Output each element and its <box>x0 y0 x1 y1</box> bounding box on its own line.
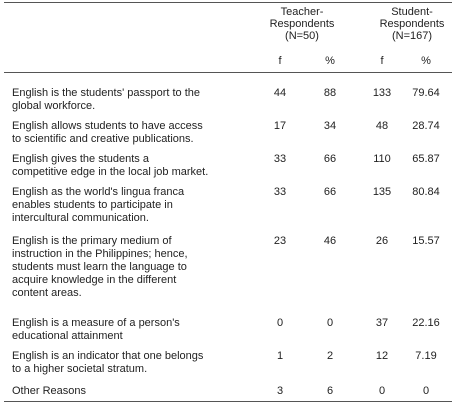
statement-line: to a higher societal stratum. <box>12 363 148 375</box>
table-row-statement <box>12 317 257 343</box>
student-pct-cell: 15.57 <box>412 235 440 247</box>
teacher-header-line3: (N=50) <box>285 30 319 42</box>
statement-line: to scientific and creative publications. <box>12 133 194 145</box>
table-row-statement <box>12 153 257 179</box>
teacher-pct-cell: 34 <box>323 120 337 132</box>
statement-line: students must learn the language to <box>12 261 187 273</box>
teacher-f-cell: 3 <box>276 385 284 397</box>
student-header-line2: Respondents <box>379 18 445 30</box>
bottom-rule <box>4 401 452 402</box>
statement-line: intercultural communication. <box>12 212 149 224</box>
teacher-pct-cell: 46 <box>323 235 337 247</box>
teacher-f-cell: 33 <box>273 186 287 198</box>
teacher-f-cell: 17 <box>273 120 287 132</box>
student-pct-cell: 7.19 <box>415 350 437 362</box>
student-f-cell: 110 <box>373 153 391 165</box>
student-header-line3: (N=167) <box>391 30 433 42</box>
table-row-statement <box>12 87 257 113</box>
student-header <box>370 6 454 42</box>
teacher-pct-cell: 66 <box>323 153 337 165</box>
table-row-statement <box>12 186 257 225</box>
student-pct-cell: 65.87 <box>412 153 440 165</box>
table-row-statement <box>12 385 257 398</box>
student-f-header: f <box>380 55 384 67</box>
teacher-header-line2: Respondents <box>269 18 335 30</box>
student-f-cell: 0 <box>378 385 386 397</box>
table-row-statement <box>12 120 257 146</box>
top-rule <box>4 2 452 3</box>
statement-line: Other Reasons <box>12 385 86 397</box>
statement-line: content areas. <box>12 287 82 299</box>
student-pct-cell: 80.84 <box>412 186 440 198</box>
statement-line: English as the world's lingua franca <box>12 186 185 198</box>
statement-line: English is a measure of a person's <box>12 317 180 329</box>
student-pct-cell: 0 <box>422 385 430 397</box>
teacher-pct-cell: 2 <box>326 350 334 362</box>
teacher-f-cell: 44 <box>273 87 287 99</box>
student-pct-cell: 79.64 <box>412 87 440 99</box>
teacher-f-header: f <box>278 55 282 67</box>
student-f-cell: 48 <box>375 120 389 132</box>
student-pct-cell: 22.16 <box>412 317 440 329</box>
teacher-f-cell: 1 <box>276 350 284 362</box>
teacher-f-cell: 23 <box>273 235 287 247</box>
student-f-cell: 26 <box>375 235 389 247</box>
teacher-header <box>262 6 342 42</box>
statement-line: global workforce. <box>12 100 96 112</box>
teacher-pct-header: % <box>325 55 335 67</box>
student-f-cell: 12 <box>375 350 389 362</box>
student-f-cell: 37 <box>375 317 389 329</box>
statement-line: educational attainment <box>12 330 123 342</box>
student-f-cell: 133 <box>372 87 392 99</box>
teacher-f-cell: 0 <box>276 317 284 329</box>
teacher-pct-cell: 6 <box>326 385 334 397</box>
teacher-pct-cell: 0 <box>326 317 334 329</box>
statement-line: enables students to participate in <box>12 199 173 211</box>
statement-line: instruction in the Philippines; hence, <box>12 248 188 260</box>
statement-line: English is the students' passport to the <box>12 87 200 99</box>
statement-line: acquire knowledge in the different <box>12 274 177 286</box>
table-row-statement <box>12 350 257 376</box>
table-row-statement <box>12 235 257 300</box>
statement-line: English is an indicator that one belongs <box>12 350 204 362</box>
teacher-pct-cell: 66 <box>323 186 337 198</box>
statement-line: English is the primary medium of <box>12 235 172 247</box>
student-pct-cell: 28.74 <box>412 120 440 132</box>
student-f-cell: 135 <box>372 186 392 198</box>
teacher-f-cell: 33 <box>273 153 287 165</box>
teacher-header-line1: Teacher- <box>280 6 324 18</box>
teacher-pct-cell: 88 <box>323 87 337 99</box>
statement-line: English gives the students a <box>12 153 149 165</box>
header-rule <box>4 72 452 73</box>
student-pct-header: % <box>421 55 431 67</box>
student-header-line1: Student- <box>391 6 433 18</box>
statement-line: English allows students to have access <box>12 120 203 132</box>
statement-line: competitive edge in the local job market. <box>12 166 209 178</box>
